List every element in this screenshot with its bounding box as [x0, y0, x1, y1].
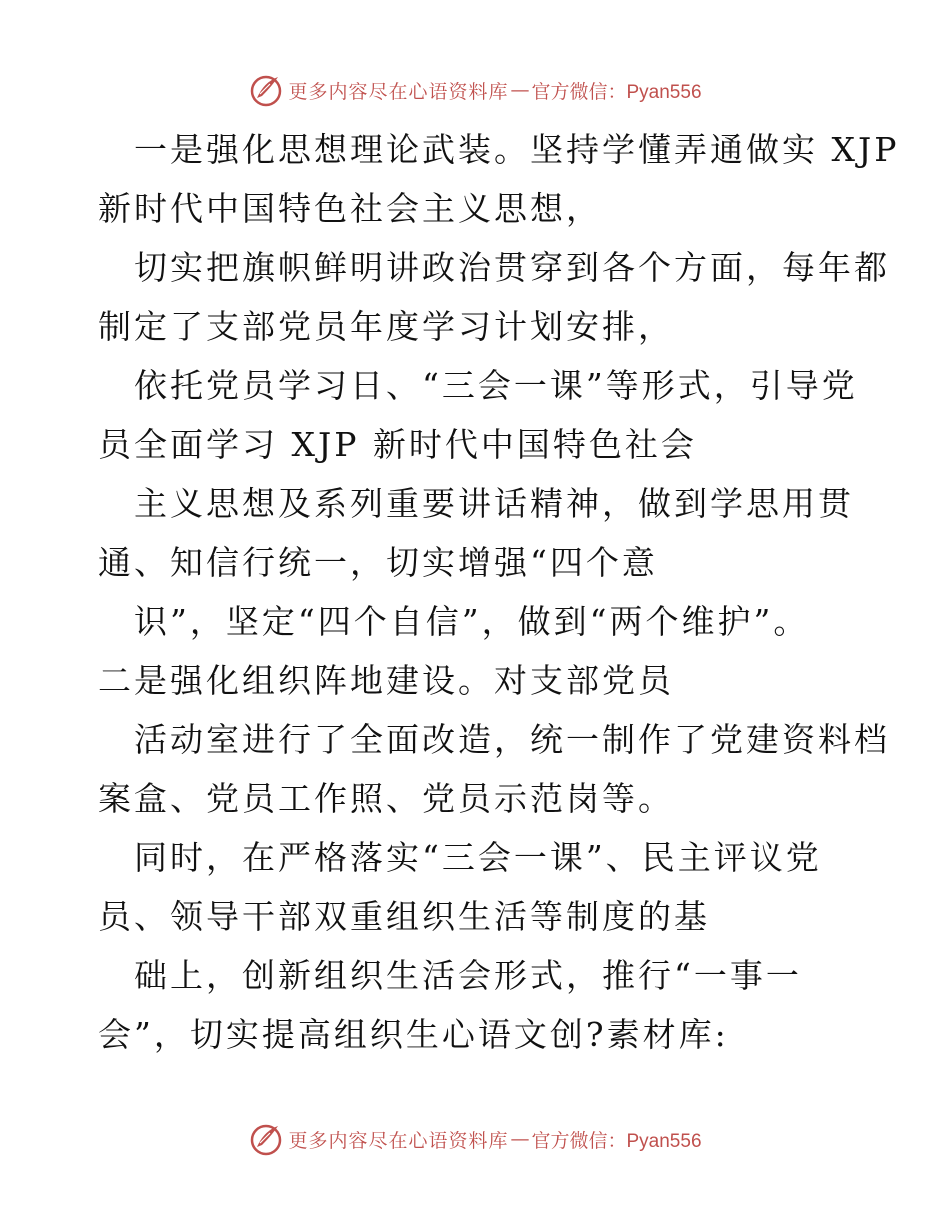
text-line: 员全面学习 XJP 新时代中国特色社会 — [98, 425, 697, 464]
text-line: 同时，在严格落实“三会一课”、民主评议党 — [134, 838, 822, 877]
quill-seal-icon — [248, 72, 284, 108]
text-line: 二是强化组织阵地建设。对支部党员 — [98, 661, 674, 700]
text-line: 案盒、党员工作照、党员示范岗等。 — [98, 779, 674, 818]
document-body — [98, 120, 900, 1064]
text-line: 活动室进行了全面改造，统一制作了党建资料档 — [134, 720, 890, 759]
watermark-dash: — — [510, 79, 530, 101]
footer-watermark — [0, 1119, 950, 1159]
text-line: 一是强化思想理论武装。坚持学懂弄通做实 XJP — [134, 130, 900, 169]
watermark-text: 更多内容尽在心语资料库 — [288, 1129, 509, 1152]
watermark-wechat: 官方微信：Pyan556 — [531, 1130, 702, 1152]
text-line: 通、知信行统一，切实增强“四个意 — [98, 543, 658, 582]
text-line: 新时代中国特色社会主义思想， — [98, 189, 602, 228]
watermark-wechat: 官方微信：Pyan556 — [531, 81, 702, 103]
quill-seal-icon — [248, 1121, 284, 1157]
text-line: 会”，切实提高组织生心语文创?素材库: — [98, 1015, 729, 1054]
text-line: 础上，创新组织生活会形式，推行“一事一 — [134, 956, 802, 995]
text-line: 制定了支部党员年度学习计划安排， — [98, 307, 674, 346]
watermark-text: 更多内容尽在心语资料库 — [288, 80, 509, 103]
header-watermark — [0, 70, 950, 110]
text-line: 依托党员学习日、“三会一课”等形式，引导党 — [134, 366, 858, 405]
text-line: 主义思想及系列重要讲话精神，做到学思用贯 — [134, 484, 854, 523]
text-line: 识”，坚定“四个自信”，做到“两个维护”。 — [134, 602, 810, 641]
watermark-dash: — — [510, 1128, 530, 1150]
text-line: 员、领导干部双重组织生活等制度的基 — [98, 897, 710, 936]
text-line: 切实把旗帜鲜明讲政治贯穿到各个方面，每年都 — [134, 248, 890, 287]
